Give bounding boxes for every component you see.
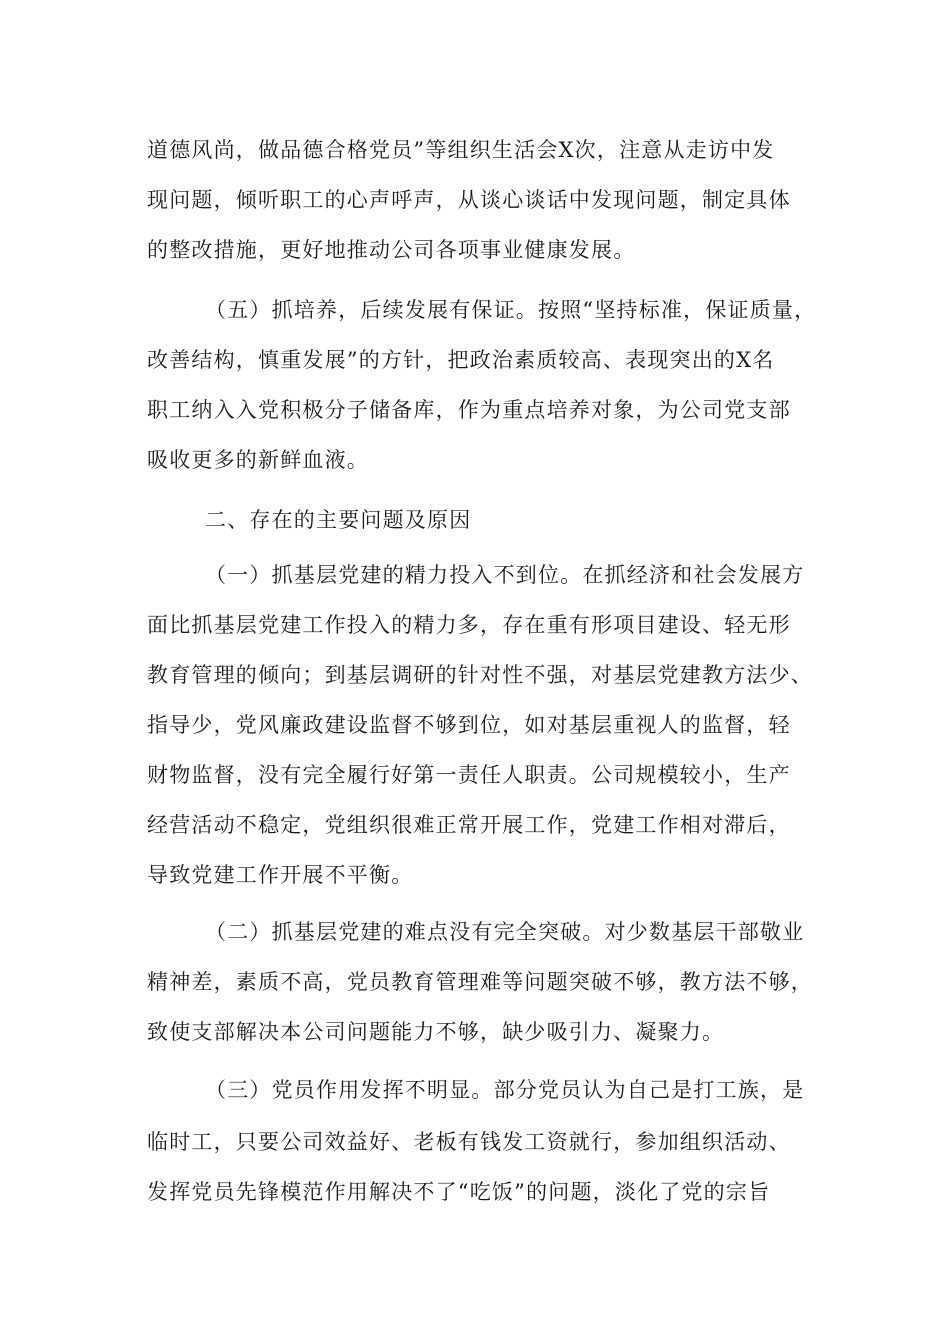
text-line: 发挥党员先锋模范作用解决不了“吃饭”的问题，淡化了党的宗旨 [147,1180,771,1204]
text-line: 道德风尚，做品德合格党员”等组织生活会X次，注意从走访中发 [147,138,775,162]
text-line: 教育管理的倾向；到基层调研的针对性不强，对基层党建教方法少、 [147,663,813,687]
paragraph-start-line: （一）抓基层党建的精力投入不到位。在抓经济和社会发展方 [205,563,805,587]
text-line: 精神差，素质不高，党员教育管理难等问题突破不够，教方法不够， [147,970,813,994]
paragraph-start-line: （二）抓基层党建的难点没有完全突破。对少数基层干部敬业 [205,920,805,944]
text-line: 的整改措施，更好地推动公司各项事业健康发展。 [147,238,636,262]
text-line: 职工纳入入党积极分子储备库，作为重点培养对象，为公司党支部 [147,398,791,422]
text-line: 改善结构，慎重发展”的方针，把政治素质较高、表现突出的X名 [147,348,775,372]
text-line: 面比抓基层党建工作投入的精力多，存在重有形项目建设、轻无形 [147,613,791,637]
text-line: 指导少，党风廉政建设监督不够到位，如对基层重视人的监督，轻 [147,713,791,737]
text-line: 现问题，倾听职工的心声呼声，从谈心谈话中发现问题，制定具体 [147,188,791,212]
text-line: 财物监督，没有完全履行好第一责任人职责。公司规模较小，生产 [147,763,791,787]
text-line: 临时工，只要公司效益好、老板有钱发工资就行，参加组织活动、 [147,1130,791,1154]
paragraph-start-line: （五）抓培养，后续发展有保证。按照“坚持标准，保证质量， [205,298,817,322]
text-line: 导致党建工作开展不平衡。 [147,863,414,887]
text-line: 经营活动不稳定，党组织很难正常开展工作，党建工作相对滞后， [147,813,791,837]
text-line: 致使支部解决本公司问题能力不够，缺少吸引力、凝聚力。 [147,1020,725,1044]
section-heading: 二、存在的主要问题及原因 [205,508,472,532]
text-line: 吸收更多的新鲜血液。 [147,448,369,472]
paragraph-start-line: （三）党员作用发挥不明显。部分党员认为自己是打工族，是 [205,1078,805,1102]
